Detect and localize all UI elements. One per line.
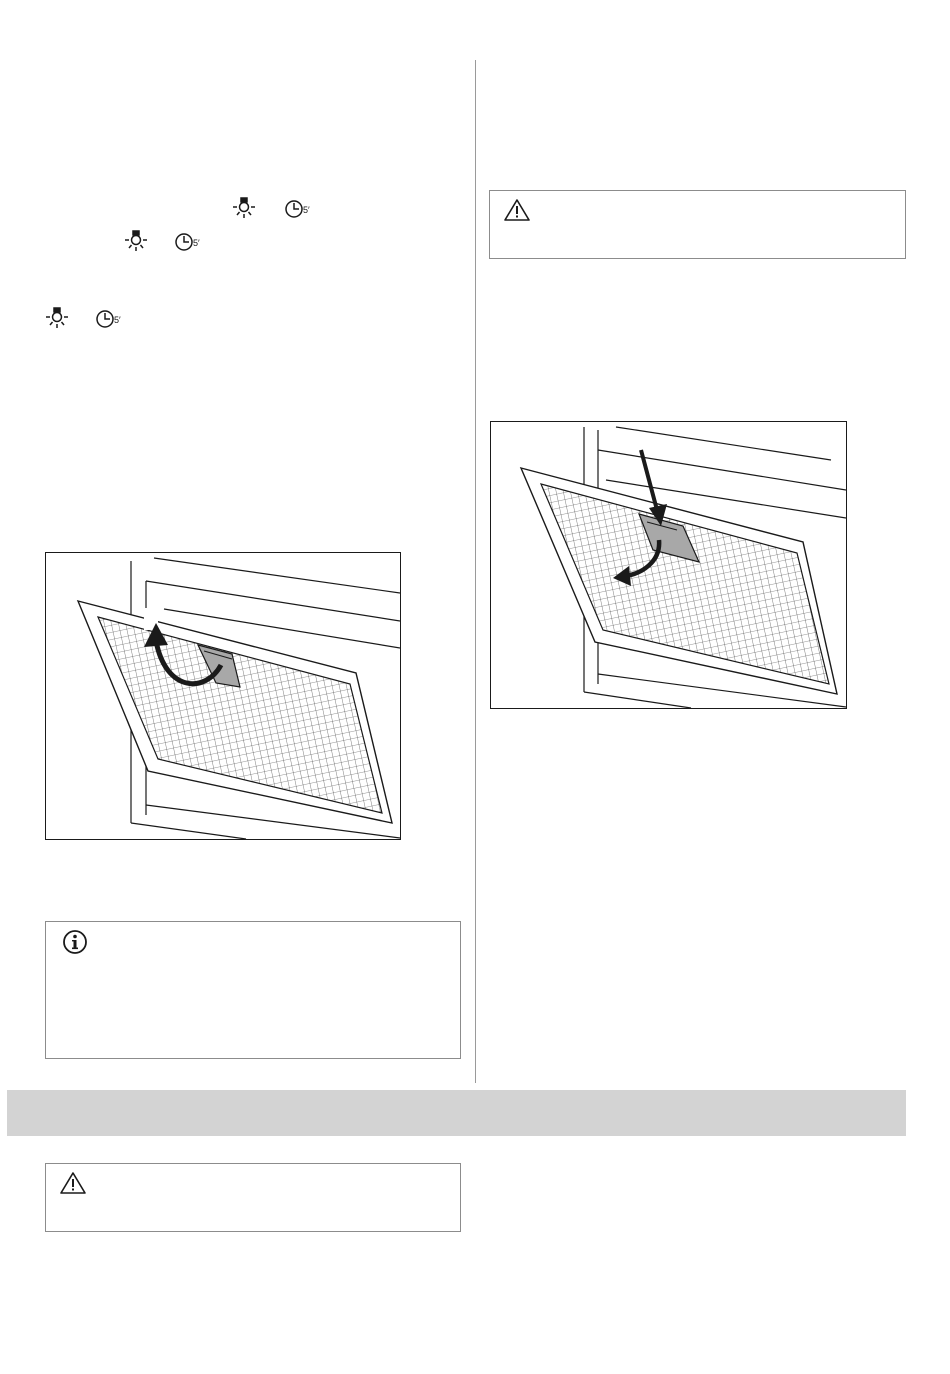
warning-note-box-right [489, 190, 906, 259]
filter-illustration [46, 553, 400, 839]
timer-icon-row3 [95, 308, 125, 330]
light-bulb-icon [233, 198, 255, 218]
timer-5-minute-icon [286, 201, 302, 217]
timer-icon-row1 [284, 198, 314, 220]
timer-label: 5′ [114, 315, 121, 325]
light-icon-row3 [43, 306, 71, 332]
light-icon-row2 [122, 229, 150, 255]
timer-5-minute-icon [97, 311, 113, 327]
timer-label: 5′ [193, 238, 200, 248]
timer-label: 5′ [303, 205, 310, 215]
light-bulb-icon [46, 308, 68, 328]
timer-icon-row2 [174, 231, 204, 253]
light-icon-row1 [230, 196, 258, 222]
filter-illustration [491, 422, 846, 708]
information-icon [62, 929, 88, 955]
figure-filter-removal-left [45, 552, 401, 840]
column-divider [475, 60, 476, 1083]
section-header-band [7, 1090, 906, 1136]
info-note-box [45, 921, 461, 1059]
timer-5-minute-icon [176, 234, 192, 250]
warning-note-box-bottom [45, 1163, 461, 1232]
warning-triangle-icon [503, 198, 531, 222]
warning-triangle-icon [59, 1171, 87, 1195]
figure-filter-install-right [490, 421, 847, 709]
light-bulb-icon [125, 231, 147, 251]
